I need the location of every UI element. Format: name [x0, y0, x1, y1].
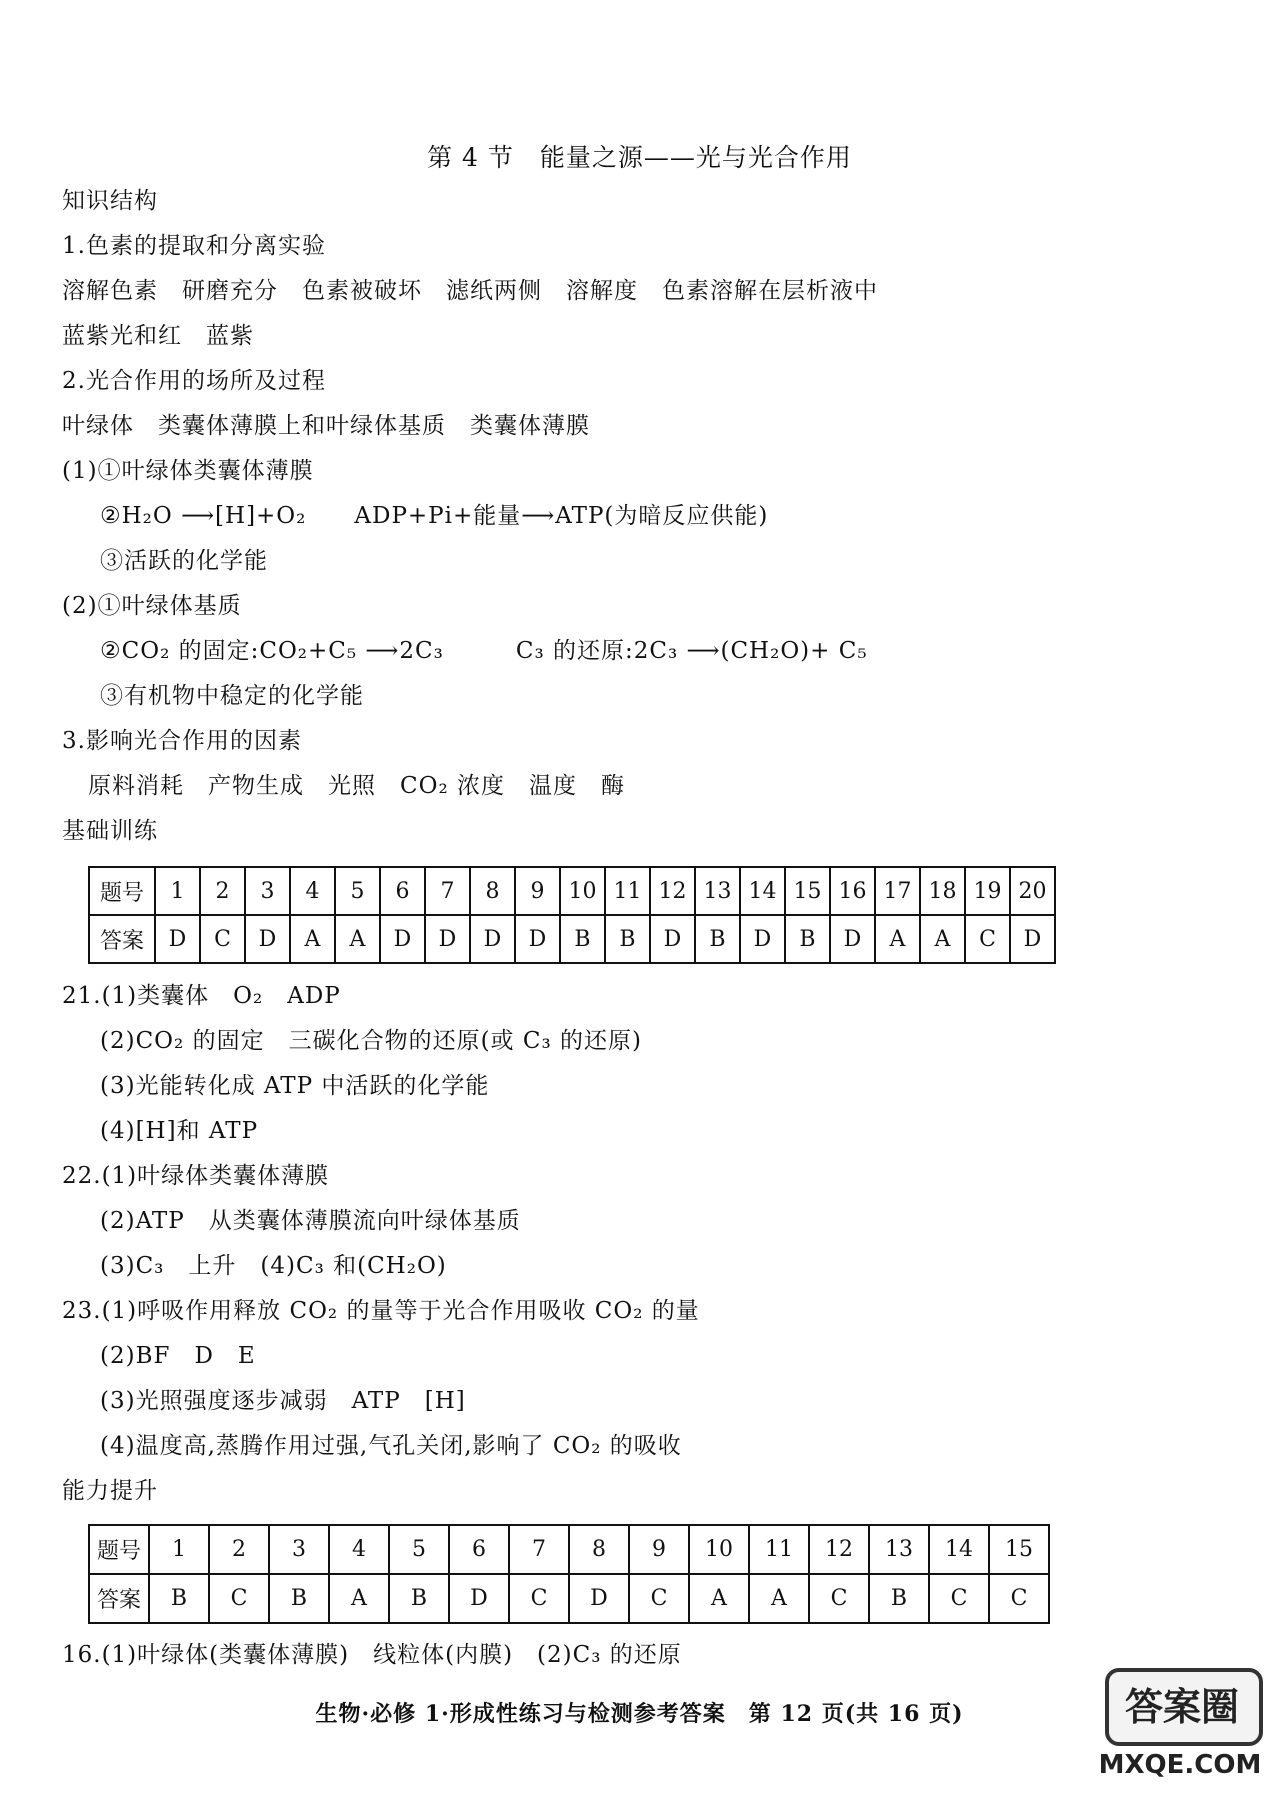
table-cell: D — [155, 915, 200, 963]
table-cell: 4 — [329, 1525, 389, 1574]
table-header-cell: 题号 — [89, 1525, 149, 1574]
q21-line-4: (4)[H]和 ATP — [100, 1118, 259, 1144]
table-cell: 5 — [389, 1525, 449, 1574]
table-cell: D — [245, 915, 290, 963]
table-row-numbers — [89, 867, 1055, 915]
table-cell: 15 — [989, 1525, 1049, 1574]
heading-basic-training: 基础训练 — [62, 818, 158, 844]
table-cell: A — [749, 1574, 809, 1623]
table-cell: 5 — [335, 867, 380, 915]
table-cell: C — [965, 915, 1010, 963]
table-cell: 4 — [290, 867, 335, 915]
table-cell: C — [200, 915, 245, 963]
section-title: 第 4 节 能量之源——光与光合作用 — [427, 143, 852, 172]
table-cell: C — [209, 1574, 269, 1623]
table-cell: 9 — [629, 1525, 689, 1574]
table-cell: C — [929, 1574, 989, 1623]
table-cell: 14 — [740, 867, 785, 915]
q21-line-1: 21.(1)类囊体 O₂ ADP — [62, 983, 341, 1009]
item-2-sub-2: (2)①叶绿体基质 — [62, 593, 242, 619]
item-2-sub-2-energy: ③有机物中稳定的化学能 — [100, 683, 364, 709]
table-cell: D — [470, 915, 515, 963]
table-cell: 6 — [380, 867, 425, 915]
q23-line-2: (2)BF D E — [100, 1343, 256, 1369]
table-cell: C — [989, 1574, 1049, 1623]
table-cell: 12 — [809, 1525, 869, 1574]
table-cell: C — [809, 1574, 869, 1623]
basic-training-answer-table — [88, 866, 1056, 964]
table-cell: D — [449, 1574, 509, 1623]
table-cell: C — [629, 1574, 689, 1623]
table-cell: 3 — [269, 1525, 329, 1574]
table-cell: 7 — [425, 867, 470, 915]
table-cell: A — [329, 1574, 389, 1623]
table-cell: A — [689, 1574, 749, 1623]
item-1-title: 1.色素的提取和分离实验 — [62, 233, 326, 259]
table-cell: 6 — [449, 1525, 509, 1574]
item-1-answers: 溶解色素 研磨充分 色素被破坏 滤纸两侧 溶解度 色素溶解在层析液中 — [62, 278, 878, 304]
table-cell: 17 — [875, 867, 920, 915]
table-cell: D — [830, 915, 875, 963]
table-cell: 1 — [149, 1525, 209, 1574]
table-cell: 11 — [749, 1525, 809, 1574]
q23-line-3: (3)光照强度逐步减弱 ATP [H] — [100, 1388, 466, 1414]
ability-answer-table — [88, 1524, 1050, 1624]
table-cell: 14 — [929, 1525, 989, 1574]
item-2-sub-1-energy: ③活跃的化学能 — [100, 548, 268, 574]
q22-line-2: (2)ATP 从类囊体薄膜流向叶绿体基质 — [100, 1208, 521, 1234]
q21-line-2: (2)CO₂ 的固定 三碳化合物的还原(或 C₃ 的还原) — [100, 1028, 642, 1054]
item-3-answers: 原料消耗 产物生成 光照 CO₂ 浓度 温度 酶 — [88, 773, 625, 799]
watermark-site-text: MXQE.COM — [1098, 1750, 1262, 1780]
table-cell: B — [560, 915, 605, 963]
table-cell: 10 — [560, 867, 605, 915]
table-cell: B — [785, 915, 830, 963]
item-2-sub-2-eq: ②CO₂ 的固定:CO₂+C₅ ⟶2C₃ C₃ 的还原:2C₃ ⟶(CH₂O)+ C₅ — [100, 638, 868, 664]
item-2-title: 2.光合作用的场所及过程 — [62, 368, 326, 394]
q23-line-4: (4)温度高,蒸腾作用过强,气孔关闭,影响了 CO₂ 的吸收 — [100, 1433, 682, 1459]
table-cell: D — [650, 915, 695, 963]
item-2-answers: 叶绿体 类囊体薄膜上和叶绿体基质 类囊体薄膜 — [62, 413, 590, 439]
table-cell: 20 — [1010, 867, 1055, 915]
table-cell: 12 — [650, 867, 695, 915]
page-footer: 生物·必修 1·形成性练习与检测参考答案 第 12 页(共 16 页) — [315, 1701, 964, 1727]
watermark-logo — [1095, 1668, 1265, 1788]
table-cell: D — [740, 915, 785, 963]
item-2-sub-1-eq: ②H₂O ⟶[H]+O₂ ADP+Pi+能量⟶ATP(为暗反应供能) — [100, 503, 769, 529]
table-cell: A — [875, 915, 920, 963]
table-cell: D — [380, 915, 425, 963]
table-cell: 13 — [869, 1525, 929, 1574]
table-cell: B — [869, 1574, 929, 1623]
table-cell: D — [1010, 915, 1055, 963]
table-cell: A — [335, 915, 380, 963]
table-cell: 13 — [695, 867, 740, 915]
table-header-cell: 答案 — [89, 1574, 149, 1623]
table-cell: A — [920, 915, 965, 963]
table-row-answers — [89, 915, 1055, 963]
item-1-answers-2: 蓝紫光和红 蓝紫 — [62, 323, 254, 349]
table-header-cell: 答案 — [89, 915, 155, 963]
table-header-cell: 题号 — [89, 867, 155, 915]
table-cell: 2 — [200, 867, 245, 915]
table-cell: C — [509, 1574, 569, 1623]
table-row-numbers — [89, 1525, 1049, 1574]
watermark-logo-text: 答案圈 — [1124, 1685, 1239, 1729]
table-cell: B — [389, 1574, 449, 1623]
table-cell: 16 — [830, 867, 875, 915]
table-cell: 19 — [965, 867, 1010, 915]
table-cell: D — [515, 915, 560, 963]
table-cell: 9 — [515, 867, 560, 915]
table-cell: 18 — [920, 867, 965, 915]
q21-line-3: (3)光能转化成 ATP 中活跃的化学能 — [100, 1073, 490, 1099]
q22-line-3: (3)C₃ 上升 (4)C₃ 和(CH₂O) — [100, 1253, 447, 1279]
table-cell: 8 — [569, 1525, 629, 1574]
table-cell: 2 — [209, 1525, 269, 1574]
table-cell: A — [290, 915, 335, 963]
q16-line: 16.(1)叶绿体(类囊体薄膜) 线粒体(内膜) (2)C₃ 的还原 — [62, 1642, 682, 1668]
table-cell: B — [269, 1574, 329, 1623]
table-cell: B — [605, 915, 650, 963]
q22-line-1: 22.(1)叶绿体类囊体薄膜 — [62, 1163, 330, 1189]
table-cell: D — [569, 1574, 629, 1623]
table-cell: 3 — [245, 867, 290, 915]
table-cell: 7 — [509, 1525, 569, 1574]
table-cell: 15 — [785, 867, 830, 915]
table-cell: 8 — [470, 867, 515, 915]
table-cell: 10 — [689, 1525, 749, 1574]
table-cell: 1 — [155, 867, 200, 915]
table-row-answers — [89, 1574, 1049, 1623]
table-cell: B — [695, 915, 740, 963]
heading-ability-improvement: 能力提升 — [62, 1478, 158, 1504]
table-cell: D — [425, 915, 470, 963]
heading-knowledge-structure: 知识结构 — [62, 188, 158, 214]
q23-line-1: 23.(1)呼吸作用释放 CO₂ 的量等于光合作用吸收 CO₂ 的量 — [62, 1298, 700, 1324]
item-3-title: 3.影响光合作用的因素 — [62, 728, 302, 754]
table-cell: 11 — [605, 867, 650, 915]
item-2-sub-1: (1)①叶绿体类囊体薄膜 — [62, 458, 314, 484]
table-cell: B — [149, 1574, 209, 1623]
